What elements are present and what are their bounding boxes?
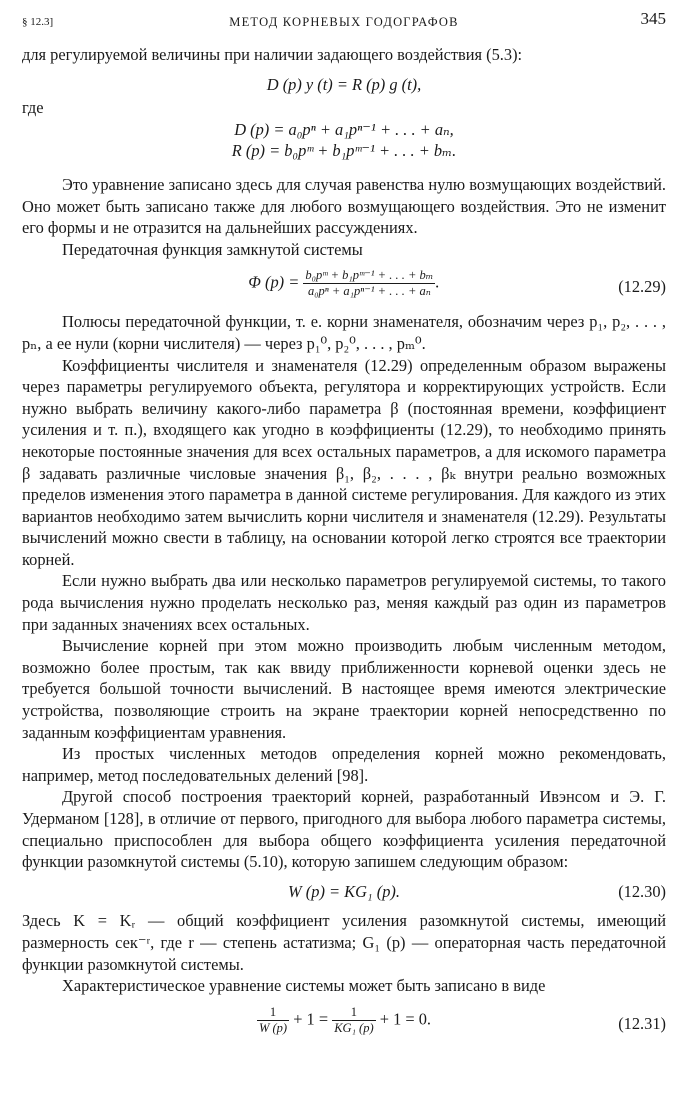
paragraph-disturbance: Это уравнение записано здесь для случая равенства нулю возмущающих воздействий. Оно может быть записано также для любого возмущающего воздействия. Это не изменит его формы и не отразится на дальнейших рассуждениях. [22, 174, 666, 238]
equation-12-29 [22, 268, 666, 299]
running-title: МЕТОД КОРНЕВЫХ ГОДОГРАФОВ [229, 15, 459, 29]
equation-number: (12.30) [618, 881, 666, 901]
paragraph-transfer-intro: Передаточная функция замкнутой системы [62, 239, 363, 259]
eq-denominator: W (p) [258, 1020, 288, 1035]
eq-numerator: 1 [332, 1005, 375, 1021]
eq-end: + 1 = 0. [379, 1009, 432, 1029]
paragraph-multiple: Если нужно выбрать два или несколько параметров регулируемой системы, то такого рода вычисления нужно проделать несколько раз, меняя каждый раз один из параметров при заданных значениях всех остальных. [22, 571, 666, 634]
eq-numerator: 1 [257, 1005, 289, 1021]
paragraph-gain: Здесь K = Kᵣ — общий коэффициент усиления разомкнутой системы, имеющий размерность сек⁻ʳ, где r — степень астатизма; G₁ (p) — операторная часть передаточной функции разомкнутой системы. [22, 911, 666, 974]
book-page [22, 8, 666, 1036]
equation-12-30 [22, 881, 666, 903]
eq-fraction-2 [332, 1005, 375, 1036]
eq-middle: + 1 = [293, 1009, 329, 1029]
eq-fraction [303, 268, 435, 299]
equation-12-31 [22, 1005, 666, 1036]
page-number: 345 [640, 9, 666, 28]
paragraph-poles: Полюсы передаточной функции, т. е. корни знаменателя, обозначим через p₁, p₂, . . . , pₙ, а ее нули (корни числителя) — через p₁⁰, p₂⁰, . . . , pₘ⁰. [22, 312, 666, 353]
page-body [22, 44, 666, 1036]
eq-numerator: b₀pᵐ + b₁pᵐ⁻¹ + . . . + bₘ [305, 268, 434, 283]
equation-number: (12.31) [618, 1013, 666, 1033]
paragraph-computation: Вычисление корней при этом можно производить любым численным методом, возможно более простым, так как ввиду приближенности корневой оценки здесь не требуется большой точности вычислений. В настоящее время имеются электрические устройства, позволяющие строить на экране траектории корней непосредственно по заданным коэффициентам уравнения. [22, 636, 666, 742]
equation-number: (12.29) [618, 277, 666, 297]
eq-denominator: a₀pⁿ + a₁pⁿ⁻¹ + . . . + aₙ [307, 284, 431, 299]
equation-main: D (p) y (t) = R (p) g (t), [266, 74, 422, 94]
where-word: где [22, 98, 44, 118]
paragraph-evans: Другой способ построения траекторий корней, разработанный Ивэнсом и Э. Г. Удерманом [128], в отличие от первого, пригодного для выбора любого параметра системы, специально приспособлен для выбора общего коэффициента усиления передаточной функции разомкнутой системы (5.10), которую запишем следующим образом: [22, 787, 666, 872]
paragraph-intro: для регулируемой величины при наличии задающего воздействия (5.3): [22, 45, 523, 64]
paragraph-characteristic: Характеристическое уравнение системы может быть записано в виде [62, 976, 546, 996]
equation-r: R (p) = b₀pᵐ + b₁pᵐ⁻¹ + . . . + bₘ. [231, 141, 457, 161]
section-ref: § 12.3] [22, 16, 54, 28]
equation-d: D (p) = a₀pⁿ + a₁pⁿ⁻¹ + . . . + aₙ, [234, 119, 454, 139]
eq-dot: . [435, 272, 440, 292]
eq-fraction-1 [257, 1005, 289, 1036]
paragraph-coefficients: Коэффициенты числителя и знаменателя (12.29) определенным образом выражены через параметры регулируемого объекта, регулятора и корректирующих устройств. Если нужно выбрать величину какого-либо параметра β (постоянная времени, коэффициент усиления и т. п.), входящего как угодно в коэффициенты (12.29), то необходимо принять некоторые постоянные значения для всех остальных параметров, а для искомого параметра β задавать различные числовые значения β₁, β₂, . . . , βₖ внутри реально возможных пределов изменения этого параметра в данной системе регулирования. Для каждого из этих вариантов необходимо затем вычислить корни числителя и знаменателя (12.29). Результаты вычислений можно свести в таблицу, на основании которой легко строятся все траектории корней. [22, 355, 666, 569]
paragraph-methods: Из простых численных методов определения корней можно рекомендовать, например, метод последовательных делений [98]. [22, 744, 666, 785]
eq-denominator: KG₁ (p) [334, 1020, 374, 1035]
page-header [22, 8, 666, 30]
eq-lhs: Φ (p) = [248, 272, 300, 292]
eq-w: W (p) = KG₁ (p). [288, 881, 400, 901]
